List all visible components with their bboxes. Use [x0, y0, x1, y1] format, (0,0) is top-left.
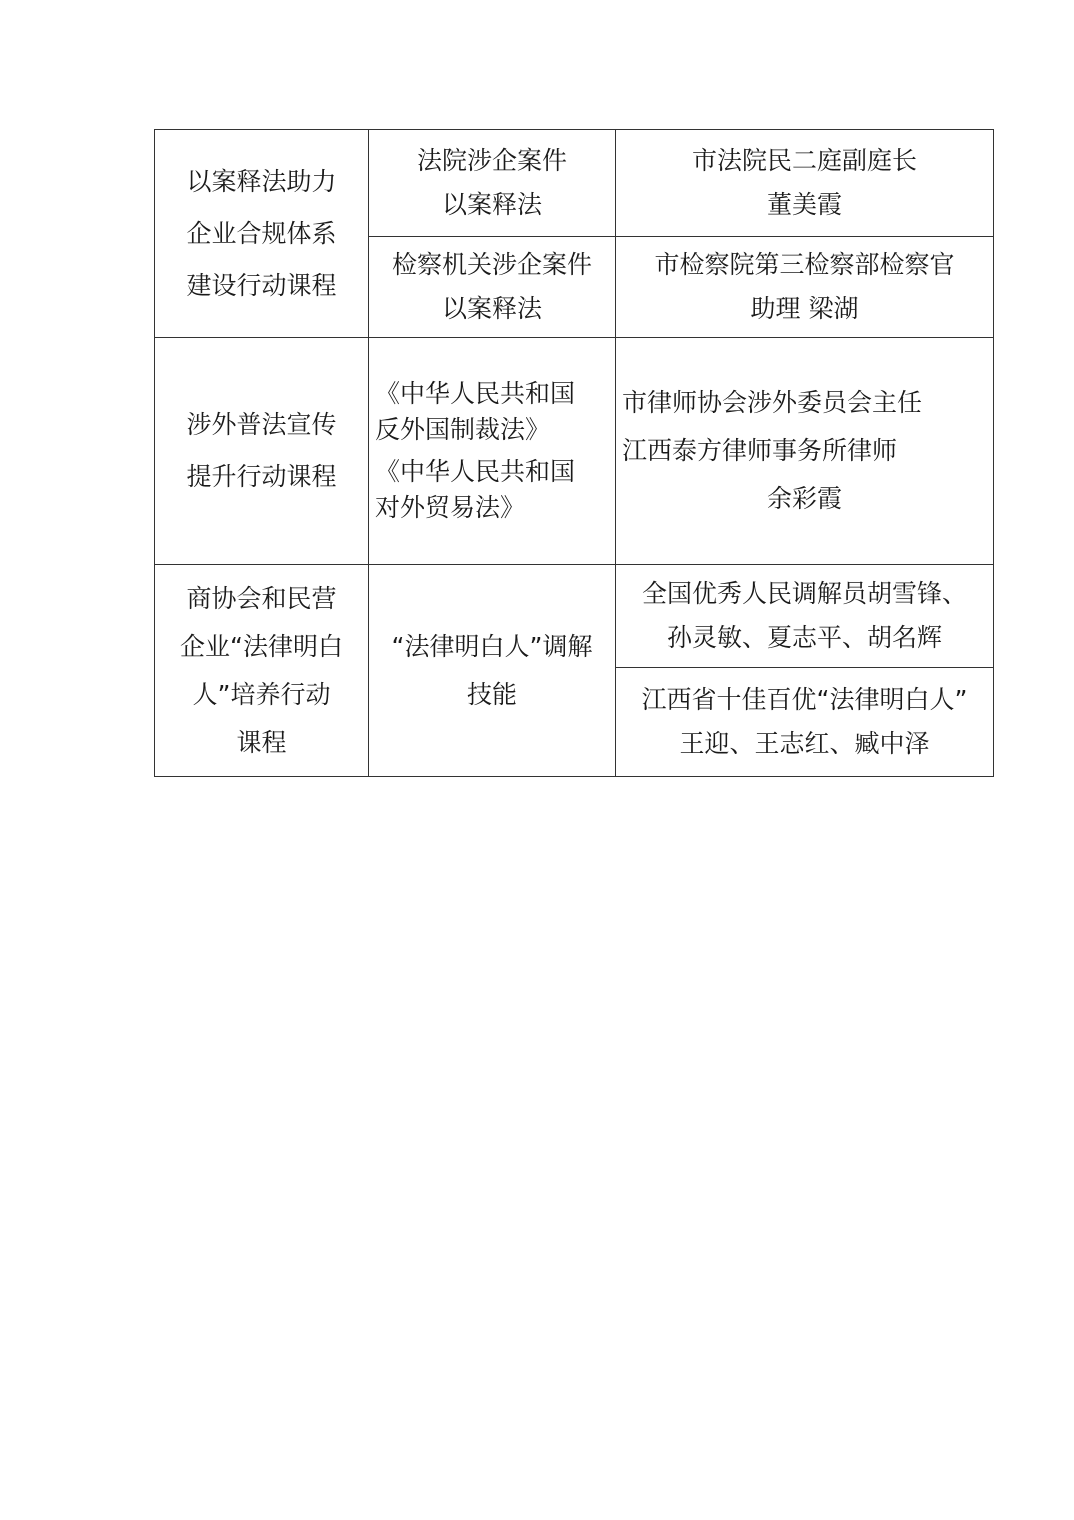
- speaker-line: 助理 梁湖: [750, 294, 859, 323]
- law-title: [375, 376, 609, 448]
- speaker-line: 江西省十佳百优“法律明白人”: [641, 685, 968, 714]
- course-name-line: 涉外普法宣传: [186, 410, 337, 439]
- course-name-line: 人”培养行动: [192, 679, 331, 709]
- topic-line: 检察机关涉企案件: [391, 250, 592, 279]
- course-name-line: 以案释法助力: [186, 166, 337, 196]
- speaker-line: 市律师协会涉外委员会主任: [622, 388, 923, 417]
- topic-cell: [369, 130, 616, 237]
- topic-cell: [369, 338, 616, 565]
- speaker-line: 余彩霞: [766, 484, 842, 513]
- course-name-line: 企业“法律明白: [180, 631, 343, 661]
- speaker-line: 全国优秀人民调解员胡雪锋、: [641, 579, 967, 608]
- speaker-cell: [616, 668, 994, 777]
- topic-line: 以案释法: [441, 190, 542, 219]
- law-title: [375, 454, 609, 526]
- course-name-line: 提升行动课程: [186, 462, 337, 491]
- law-title-line: 对外贸易法》: [375, 493, 526, 522]
- speaker-line: 市法院民二庭副庭长: [691, 146, 917, 175]
- speaker-line: 市检察院第三检察部检察官: [654, 250, 955, 279]
- table-row: [155, 130, 994, 237]
- course-name-cell: [155, 338, 369, 565]
- course-name-line: 企业合规体系: [186, 218, 337, 248]
- course-name-line: 建设行动课程: [186, 270, 337, 300]
- speaker-line: 江西泰方律师事务所律师: [622, 436, 898, 465]
- topic-line: 技能: [466, 679, 517, 709]
- table-row: [155, 338, 994, 565]
- topic-line: “法律明白人”调解: [391, 631, 593, 661]
- topic-cell: [369, 237, 616, 338]
- topic-cell: [369, 565, 616, 777]
- course-name-cell: [155, 130, 369, 338]
- topic-line: 以案释法: [441, 294, 542, 323]
- speaker-cell: [616, 565, 994, 668]
- law-title-line: 反外国制裁法》: [375, 415, 551, 444]
- speaker-line: 董美霞: [766, 190, 842, 219]
- table-row: [155, 565, 994, 668]
- speaker-cell: [616, 338, 994, 565]
- speaker-cell: [616, 237, 994, 338]
- course-table: [154, 129, 994, 777]
- course-name-cell: [155, 565, 369, 777]
- course-name-line: 商协会和民营: [186, 583, 337, 613]
- course-name-line: 课程: [236, 727, 287, 757]
- speaker-cell: [616, 130, 994, 237]
- topic-line: 法院涉企案件: [416, 146, 567, 175]
- speaker-line: 孙灵敏、夏志平、胡名辉: [666, 623, 942, 652]
- law-title-line: 《中华人民共和国: [375, 379, 576, 408]
- law-title-line: 《中华人民共和国: [375, 457, 576, 486]
- speaker-line: 王迎、王志红、臧中泽: [679, 729, 930, 758]
